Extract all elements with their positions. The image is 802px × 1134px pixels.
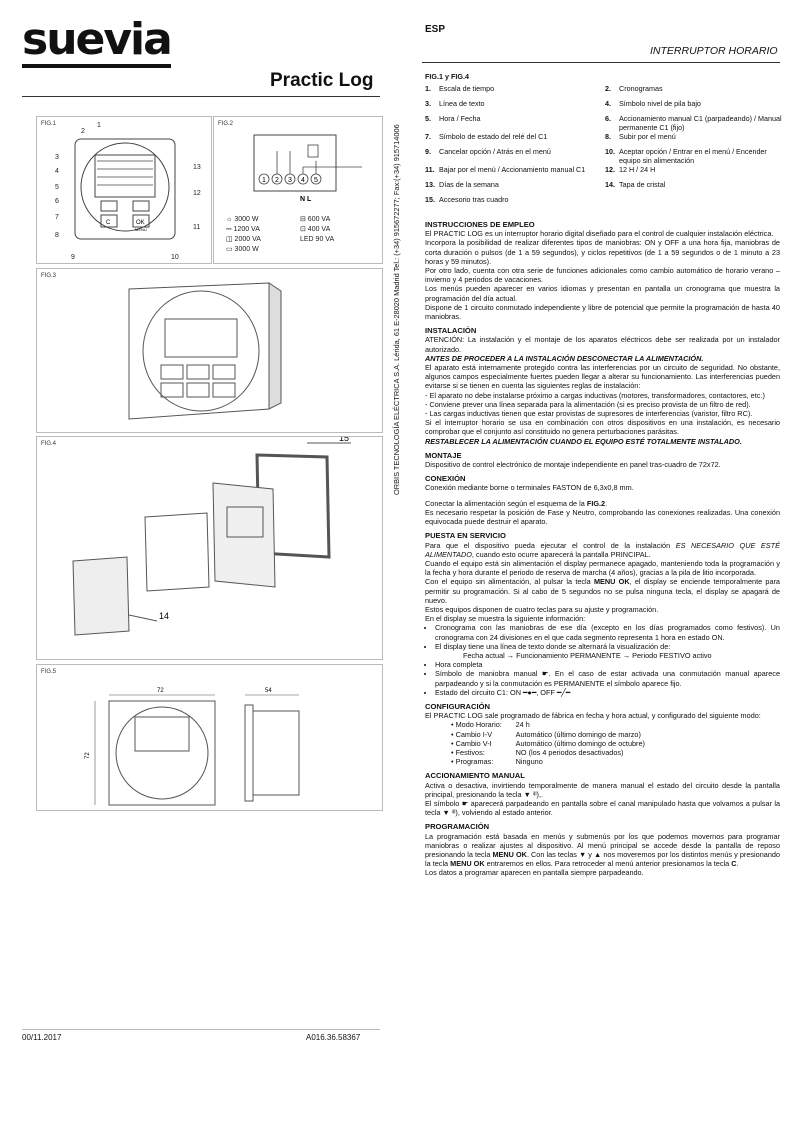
fig2-neutral-live: N L — [300, 196, 312, 203]
section-heading: INSTRUCCIONES DE EMPLEO — [425, 220, 535, 229]
paragraph: El PRACTIC LOG sale programado de fábrica en fecha y hora actual, y configurado del siguiente modo: — [425, 711, 761, 721]
paragraph: ATENCIÓN: La instalación y el montaje de los aparatos eléctricos debe ser realizada por un instalador autorizado. — [425, 335, 780, 354]
legend-heading: FIG.1 y FIG.4 — [425, 72, 469, 81]
list-item: • Cronograma con las maniobras de ese día (excepto en los días programados como festivos). Un cronograma con 24 divisiones en el que cada segmento representa 1 hora en estado ON. — [435, 623, 780, 641]
paragraph: Conectar la alimentación según el esquema de la FIG.2. — [425, 498, 608, 508]
legend-item: 11. Bajar por el menú / Accionamiento manual C1 — [425, 165, 586, 174]
section-heading: PUESTA EN SERVICIO — [425, 531, 506, 541]
legend-item: 9. Cancelar opción / Atrás en el menú — [425, 147, 551, 156]
fig5-dim-width: 72 — [157, 688, 164, 694]
fig2-terminal-1: 1 — [262, 177, 266, 184]
fig2-load-6: ⊡ 400 VA — [300, 226, 331, 233]
legend-item: 1. Escala de tiempo — [425, 84, 495, 93]
paragraph: Estos equipos disponen de cuatro teclas para su ajuste y programación. — [425, 604, 659, 614]
fig1-callout-12: 12 — [193, 190, 201, 197]
legend-item: 4. Símbolo nivel de pila bajo — [605, 99, 701, 108]
section-heading: INSTALACIÓN — [425, 326, 477, 336]
fig1-callout-1: 1 — [97, 122, 101, 129]
paragraph: ANTES DE PROCEDER A LA INSTALACIÓN DESCONECTAR LA ALIMENTACIÓN. — [425, 353, 704, 363]
config-row: • Programas: Ninguno — [451, 757, 543, 767]
figure-1-drawing — [37, 117, 211, 263]
fig2-load-1: ☼ 3000 W — [226, 216, 259, 223]
paragraph: - Las cargas inductivas tienen que estar provistas de supresores de interferencias (varistor, filtro RC). — [425, 409, 753, 419]
figure-2-label: FIG.2 — [218, 121, 234, 127]
paragraph: Conexión mediante borne o terminales FASTON de 6,3x0,8 mm. — [425, 483, 634, 493]
figure-3-label: FIG.3 — [41, 273, 57, 279]
section-heading: ACCIONAMIENTO MANUAL — [425, 771, 525, 781]
switch-on-icon: ━●━ — [523, 687, 537, 697]
list-item: • Estado del circuito C1: ON ━●━, OFF ━╱━ — [435, 688, 780, 697]
fig1-callout-7: 7 — [55, 214, 59, 221]
fig1-callout-8: 8 — [55, 232, 59, 239]
footer-divider — [22, 1029, 380, 1030]
list-item: • Hora completa — [435, 660, 780, 669]
legend-item: 14. Tapa de cristal — [605, 180, 666, 189]
fig2-load-7: LED 90 VA — [300, 236, 335, 243]
vertical-company-address: ORBIS TECNOLOGÍA ELÉCTRICA S.A. Lérida, 61 E-28020 Madrid Tel.: (+34) 915672277; Fax:(+34) 915714006 — [392, 124, 401, 495]
fig4-callout-15: 15 — [339, 437, 350, 443]
document-title: INTERRUPTOR HORARIO — [650, 45, 778, 57]
manual-hand-icon: ☛ — [461, 798, 469, 808]
instructions-body — [425, 215, 780, 878]
figure-3 — [36, 268, 383, 433]
legend-item: 3. Línea de texto — [425, 99, 485, 108]
paragraph: Dispositivo de control electrónico de montaje independiente en panel tras-cuadro de 72x72. — [425, 460, 721, 470]
footer-reference: A016.36.58367 — [306, 1033, 361, 1042]
paragraph: Dispone de 1 circuito conmutado independiente y libre de potencial que permite la programación de hasta 40 maniobras. — [425, 302, 780, 322]
figure-4 — [36, 436, 383, 660]
figure-3-drawing — [37, 269, 382, 432]
config-row: • Cambio V-I Automático (último domingo de octubre) — [451, 738, 645, 748]
fig5-dim-height: 72 — [85, 752, 91, 759]
fig1-callout-3: 3 — [55, 154, 59, 161]
config-row: • Cambio I-V Automático (último domingo de marzo) — [451, 729, 641, 739]
paragraph: - El aparato no debe instalarse próximo a cargas inductivas (motores, transformadores, contactores, etc.) — [425, 390, 765, 400]
paragraph: RESTABLECER LA ALIMENTACIÓN CUANDO EL EQUIPO ESTÉ TOTALMENTE INSTALADO. — [425, 436, 742, 446]
fig4-callout-14: 14 — [159, 611, 170, 621]
fig2-load-4: ▭ 3000 W — [226, 246, 259, 253]
fig2-terminal-5: 5 — [314, 177, 318, 184]
fig1-callout-11: 11 — [193, 224, 201, 231]
figure-1-label: FIG.1 — [41, 121, 57, 127]
figure-5 — [36, 664, 383, 811]
section-heading: CONEXIÓN — [425, 474, 466, 484]
paragraph: - Conviene prever una línea separada para la alimentación (si es preciso provista de un filtro de red). — [425, 399, 751, 409]
paragraph: Cuando el equipo está sin alimentación el display permanece apagado, manteniendo toda la programación y la fecha y hora durante el periodo de reserva de marcha (4 años), gracias a la pila de litio incorporada. — [425, 558, 780, 578]
fig2-load-2: ⎓ 1200 VA — [226, 226, 260, 233]
legend-item: 8. Subir por el menú — [605, 132, 676, 141]
figure-1 — [36, 116, 212, 264]
fig5-dim-depth: 54 — [265, 688, 272, 694]
figure-legend — [425, 72, 785, 210]
fig1-callout-6: 6 — [55, 198, 59, 205]
legend-item: 5. Hora / Fecha — [425, 114, 481, 123]
section-heading: MONTAJE — [425, 450, 462, 460]
fig1-button-c: C — [106, 220, 111, 226]
paragraph: Por otro lado, cuenta con otra serie de funciones adicionales como cambio automático de horario verano – invierno y 4 periodos de vacaciones. — [425, 266, 780, 285]
paragraph: Incorpora la posibilidad de realizar diferentes tipos de maniobras: ON y OFF a una hora fija, maniobras de corta duración o pulsos (de 1 a 59 segundos), y ciclos repetitivos (de 1 a 59 segundos o de 1 minuto a 23 horas y 59 minutos). — [425, 238, 780, 266]
figure-5-drawing — [37, 665, 382, 810]
paragraph: Los datos a programar aparecen en pantalla siempre parpadeando. — [425, 868, 644, 878]
config-row: • Festivos: NO (los 4 periodos desactivados) — [451, 747, 624, 757]
section-heading: PROGRAMACIÓN — [425, 822, 490, 832]
paragraph: El PRACTIC LOG es un interruptor horario digital diseñado para el control de cualquier instalación eléctrica. — [425, 229, 774, 239]
figure-4-drawing — [37, 437, 382, 659]
list-item: • Símbolo de maniobra manual ☛. En el caso de estar activada una conmutación manual aparece parpadeando y si la conmutación es PERMANENTE el símbolo aparece fijo. — [435, 669, 780, 687]
paragraph: En el display se muestra la siguiente información: — [425, 614, 586, 624]
language-tag: ESP — [425, 24, 446, 35]
paragraph: El aparato está internamente protegido contra las interferencias por un circuito de seguridad. No obstante, algunos campos especialmente fuertes pueden llegar a alterar su funcionamiento. Las interferencias pueden evitarse si se tienen en cuenta las siguientes reglas de instalación: — [425, 363, 780, 391]
manual-hand-icon: ☛ — [541, 669, 549, 679]
header-divider — [422, 62, 780, 63]
section-heading: CONFIGURACIÓN — [425, 701, 490, 711]
paragraph: Si el interruptor horario se usa en combinación con otros dispositivos en una instalación, es necesario comprobar que el conjunto así constituido no genera perturbaciones parásitas. — [425, 418, 780, 437]
figure-2 — [213, 116, 383, 264]
fig2-terminal-3: 3 — [288, 177, 292, 184]
legend-item: 15. Accesorio tras cuadro — [425, 195, 509, 204]
legend-item: 6. Accionamiento manual C1 (parpadeando) / Manual permanente C1 (fijo) — [605, 114, 782, 132]
figure-5-label: FIG.5 — [41, 669, 57, 675]
brand-logo: suevia — [22, 18, 171, 68]
paragraph: Es necesario respetar la posición de Fase y Neutro, comprobando las conexiones realizadas. Una conexión equivocada puede destruir el aparato. — [425, 507, 780, 527]
legend-item: 12. 12 H / 24 H — [605, 165, 656, 174]
fig1-callout-10: 10 — [171, 254, 179, 261]
footer-date: 00/11.2017 — [22, 1033, 62, 1042]
paragraph: La programación está basada en menús y submenús por los que podemos movernos para programar maniobras o realizar ajustes al dispositivo. Al menú principal se accede desde la pantalla de reposo presionando la tecla MENU OK. Con las teclas ▼ y ▲ nos moveremos por los distintos menús y presionando la tecla MENU OK entraremos en ellos. Para retroceder al menú anterior presionamos la tecla C. — [425, 831, 780, 869]
fig1-callout-9: 9 — [71, 254, 75, 261]
display-info-list — [425, 623, 780, 697]
title-divider — [22, 96, 380, 97]
list-item: • El display tiene una línea de texto donde se alternará la visualización de: Fecha actual → Funcionamiento PERMANENTE → Periodo FESTIVO activo — [435, 642, 780, 660]
legend-item: 13. Días de la semana — [425, 180, 499, 189]
fig1-callout-5: 5 — [55, 184, 59, 191]
fig2-terminal-4: 4 — [301, 177, 305, 184]
figure-4-label: FIG.4 — [41, 441, 57, 447]
fig2-load-3: ◫ 2000 VA — [226, 236, 261, 243]
figure-2-drawing — [214, 117, 382, 263]
legend-item: 2. Cronogramas — [605, 84, 663, 93]
config-table — [425, 720, 780, 766]
fig1-callout-4: 4 — [55, 168, 59, 175]
legend-item: 7. Símbolo de estado del relé del C1 — [425, 132, 548, 141]
config-row: • Modo Horario: 24 h — [451, 720, 530, 730]
fig2-load-5: ⊟ 600 VA — [300, 216, 331, 223]
fig1-callout-13: 13 — [193, 164, 201, 171]
fig1-button-ok: OK — [136, 220, 145, 226]
paragraph: Para que el dispositivo pueda ejecutar el control de la instalación ES NECESARIO QUE ESTÉ ALIMENTADO, cuando esto ocurre aparecerá la pantalla PRINCIPAL. — [425, 540, 780, 559]
legend-item: 10. Aceptar opción / Entrar en el menú / Encender equipo sin alimentación — [605, 147, 767, 165]
fig1-callout-2: 2 — [81, 128, 85, 135]
paragraph: Con el equipo sin alimentación, al pulsar la tecla MENU OK, el display se enciende temporalmente para permitir su programación. Si al cabo de 5 segundos no se pulsa ninguna tecla, el display se apagará de nuevo. — [425, 577, 780, 605]
fig2-terminal-2: 2 — [275, 177, 279, 184]
paragraph: Los menús pueden aparecer en varios idiomas y presentan en pantalla un cronograma que muestra la programación del día actual. — [425, 284, 780, 303]
switch-off-icon: ━╱━ — [556, 687, 571, 697]
fig1-button-menu: MENU — [135, 227, 147, 232]
paragraph: El símbolo ☛ aparecerá parpadeando en pantalla sobre el canal manipulado hasta que volvamos a pulsar la tecla ▼ ⁱᴵᴵ), volviendo al estado anterior. — [425, 798, 781, 818]
product-title: Practic Log — [270, 70, 374, 91]
paragraph: Activa o desactiva, invirtiendo temporalmente de manera manual el estado del circuito desde la pantalla principal, presionando la tecla ▼ ⁱᴵᴵ),. — [425, 780, 780, 799]
